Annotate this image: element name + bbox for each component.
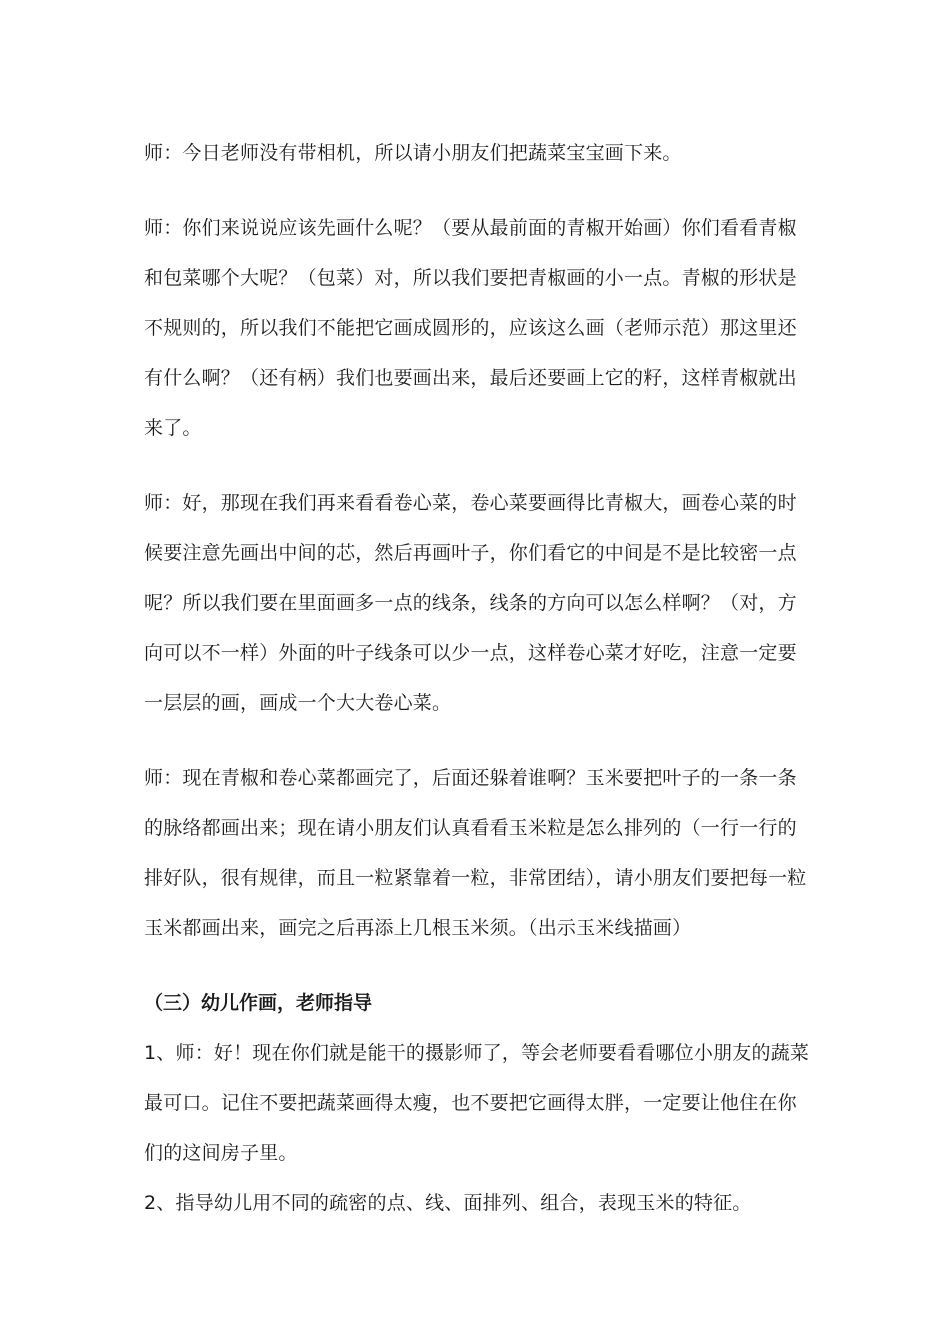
paragraph-gap [144, 178, 810, 203]
paragraph-green-pepper: 师：你们来说说应该先画什么呢？（要从最前面的青椒开始画）你们看看青椒和包菜哪个大呢？（包菜）对，所以我们要把青椒画的小一点。青椒的形状是不规则的，所以我们不能把它画成圆形的，应该这么画（老师示范）那这里还有什么啊？（还有柄）我们也要画出来，最后还要画上它的籽，这样青椒就出来了。 [144, 217, 797, 439]
document-body [144, 128, 810, 1228]
paragraph-gap [144, 728, 810, 753]
paragraph-intro: 师：今日老师没有带相机，所以请小朋友们把蔬菜宝宝画下来。 [144, 142, 682, 164]
paragraph-gap [144, 453, 810, 478]
section-heading: （三）幼儿作画，老师指导 [144, 992, 373, 1014]
paragraph-corn: 师：现在青椒和卷心菜都画完了，后面还躲着谁啊？玉米要把叶子的一条一条的脉络都画出来；现在请小朋友们认真看看玉米粒是怎么排列的（一行一行的排好队，很有规律，而且一粒紧靠着一粒，非常团结），请小朋友们要把每一粒玉米都画出来，画完之后再添上几根玉米须。（出示玉米线描画） [144, 767, 807, 939]
paragraph-gap [144, 953, 810, 978]
list-item: 2、指导幼儿用不同的疏密的点、线、面排列、组合，表现玉米的特征。 [144, 1192, 752, 1214]
list-item: 1、师：好！现在你们就是能干的摄影师了，等会老师要看看哪位小朋友的蔬菜最可口。记住不要把蔬菜画得太瘦，也不要把它画得太胖，一定要让他住在你们的这间房子里。 [144, 1042, 810, 1164]
paragraph-cabbage: 师：好，那现在我们再来看看卷心菜，卷心菜要画得比青椒大，画卷心菜的时候要注意先画出中间的芯，然后再画叶子，你们看它的中间是不是比较密一点呢？所以我们要在里面画多一点的线条，线条的方向可以怎么样啊？（对，方向可以不一样）外面的叶子线条可以少一点，这样卷心菜才好吃，注意一定要一层层的画，画成一个大大卷心菜。 [144, 492, 797, 714]
